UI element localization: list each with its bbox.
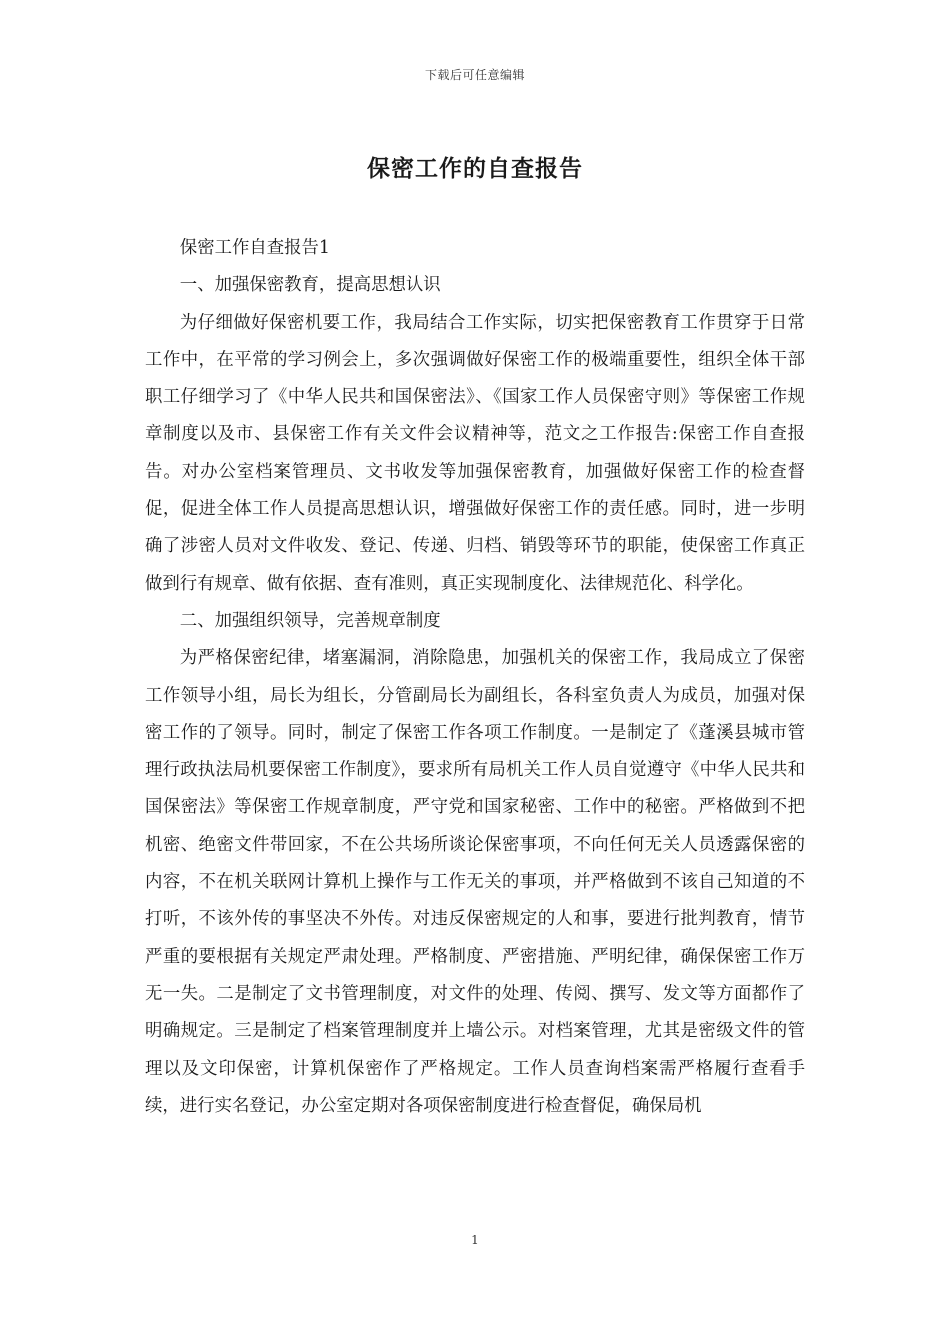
section-heading-1: 一、加强保密教育，提高思想认识 <box>179 275 441 296</box>
report-subtitle: 保密工作自查报告1 <box>179 238 330 258</box>
body-paragraph-2: 为严格保密纪律，堵塞漏洞，消除隐患，加强机关的保密工作，我局成立了保密工作领导小组，局长为组长，分管副局长为副组长，各科室负责人为成员，加强对保密工作的了领导。同时，制定了保密工作各项工作制度。一是制定了《蓬溪县城市管理行政执法局机要保密工作制度》，要求所有局机关工作人员自觉遵守《中华人民共和国保密法》等保密工作规章制度，严守党和国家秘密、工作中的秘密。严格做到不把机密、绝密文件带回家，不在公共场所谈论保密事项，不向任何无关人员透露保密的内容，不在机关联网计算机上操作与工作无关的事项，并严格做到不该自己知道的不打听，不该外传的事坚决不外传。对违反保密规定的人和事，要进行批判教育，情节严重的要根据有关规定严肃处理。严格制度、严密措施、严明纪律，确保保密工作万无一失。二是制定了文书管理制度，对文件的处理、传阅、撰写、发文等方面都作了明确规定。三是制定了档案管理制度并上墙公示。对档案管理，尤其是密级文件的管理以及文印保密，计算机保密作了严格规定。工作人员查询档案需严格履行查看手续，进行实名登记，办公室定期对各项保密制度进行检查督促，确保局机 <box>145 648 805 1116</box>
page-number: 1 <box>471 1233 479 1247</box>
page-header-note: 下载后可任意编辑 <box>424 68 525 82</box>
document-body <box>145 230 805 1125</box>
section-heading-2: 二、加强组织领导，完善规章制度 <box>179 610 441 631</box>
body-paragraph-1: 为仔细做好保密机要工作，我局结合工作实际，切实把保密教育工作贯穿于日常工作中，在平常的学习例会上，多次强调做好保密工作的极端重要性，组织全体干部职工仔细学习了《中华人民共和国保密法》、《国家工作人员保密守则》等保密工作规章制度以及市、县保密工作有关文件会议精神等，范文之工作报告:保密工作自查报告。对办公室档案管理员、文书收发等加强保密教育，加强做好保密工作的检查督促，促进全体工作人员提高思想认识，增强做好保密工作的责任感。同时，进一步明确了涉密人员对文件收发、登记、传递、归档、销毁等环节的职能，使保密工作真正做到行有规章、做有依据、查有准则，真正实现制度化、法律规范化、科学化。 <box>145 312 805 594</box>
document-title: 保密工作的自查报告 <box>367 155 583 182</box>
